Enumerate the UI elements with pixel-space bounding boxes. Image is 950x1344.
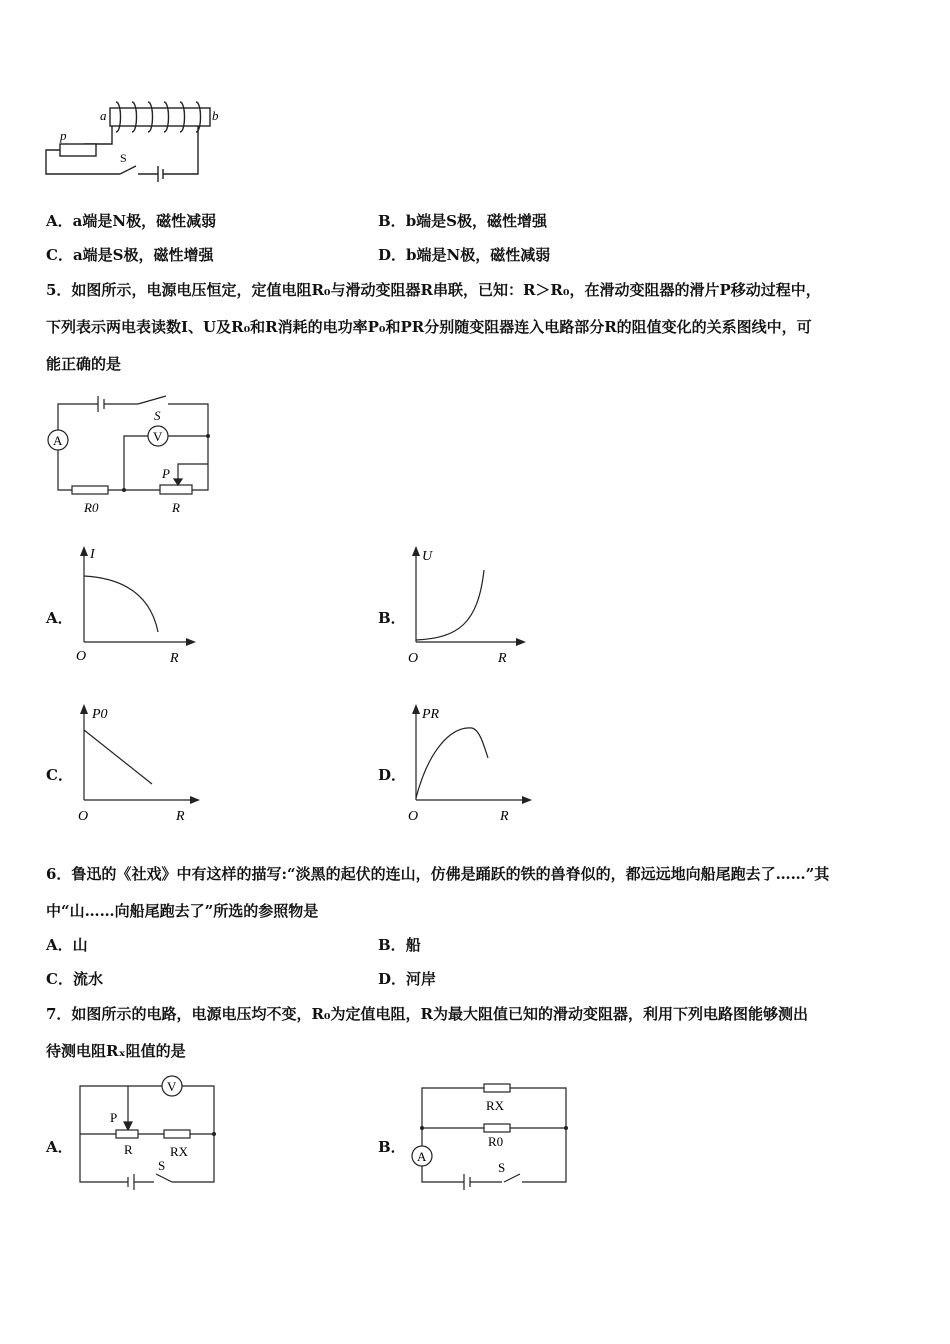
q4-option-d: D．b端是N极，磁性减弱	[378, 246, 551, 264]
q5-graph-b-letter: B．	[378, 609, 406, 627]
q5-graph-c-letter: C．	[46, 766, 73, 784]
q4-solenoid-circuit	[40, 96, 230, 188]
q5-graph-d-y: PR	[422, 707, 440, 722]
q4-label-a: a	[100, 108, 107, 123]
q7-b-switch-label: S	[498, 1160, 506, 1175]
q5-switch-label: S	[154, 408, 161, 423]
q5-graph-b-o: O	[408, 651, 419, 666]
q5-graph-c	[70, 702, 204, 828]
q7-circuit-a-letter: A．	[46, 1138, 73, 1156]
q5-graph-d-x: R	[500, 809, 509, 824]
q5-circuit	[42, 390, 222, 520]
q7-stem-line2: 待测电阻Rₓ阻值的是	[46, 1042, 186, 1060]
q4-option-c: C．a端是S极，磁性增强	[46, 246, 214, 264]
q7-b-rx-label: RX	[486, 1098, 505, 1113]
q7-stem-line1: 7．如图所示的电路，电源电压均不变，R₀为定值电阻，R为最大阻值已知的滑动变阻器，利用下列电路图能够测出	[46, 1005, 808, 1023]
q7-b-r0-label: R0	[488, 1134, 504, 1149]
q5-graph-a-letter: A．	[46, 609, 73, 627]
q4-option-a: A．a端是N极，磁性减弱	[46, 212, 217, 230]
q7-circuit-b	[402, 1074, 578, 1196]
q4-label-p: p	[60, 128, 67, 143]
q5-graph-c-x: R	[176, 809, 185, 824]
q5-graph-d-o: O	[408, 809, 419, 824]
q7-a-switch-label: S	[158, 1158, 166, 1173]
q5-graph-c-y: P0	[92, 707, 108, 722]
q7-a-voltmeter-label: V	[167, 1079, 177, 1094]
q5-voltmeter-label: V	[153, 429, 163, 444]
q6-option-d: D．河岸	[378, 970, 437, 988]
q6-stem-line1: 6．鲁迅的《社戏》中有这样的描写:“淡黑的起伏的连山，仿佛是踊跃的铁的兽脊似的，都远远地向船尾跑去了……”其	[46, 865, 830, 883]
q5-graph-b	[402, 544, 532, 670]
q7-a-slider-label: P	[110, 1110, 118, 1125]
q5-r0-label: R0	[84, 500, 99, 515]
q5-graph-a-o: O	[76, 649, 87, 664]
q5-ammeter-label: A	[53, 433, 63, 448]
q4-option-b: B．b端是S极，磁性增强	[378, 212, 548, 230]
q4-label-s: S	[120, 151, 127, 165]
q5-graph-d-letter: D．	[378, 766, 407, 784]
q6-option-a: A．山	[46, 936, 88, 954]
q6-option-b: B．船	[378, 936, 421, 954]
q7-circuit-a	[72, 1074, 228, 1196]
q5-graph-a-y: I	[90, 547, 95, 562]
q5-graph-c-o: O	[78, 809, 89, 824]
q5-stem-line2: 下列表示两电表读数I、U及R₀和R消耗的电功率P₀和PR分别随变阻器连入电路部分R的阻值变化的关系图线中，可	[46, 318, 812, 336]
q5-graph-a	[70, 544, 200, 670]
q5-stem-line1: 5．如图所示，电源电压恒定，定值电阻R₀与滑动变阻器R串联，已知：R＞R₀，在滑动变阻器的滑片P移动过程中，	[46, 281, 821, 299]
q5-slider-label: P	[162, 466, 170, 481]
q5-graph-b-y: U	[422, 549, 433, 564]
q7-a-rx-label: RX	[170, 1144, 189, 1159]
q6-stem-line2: 中“山……向船尾跑去了”所选的参照物是	[46, 902, 319, 920]
q5-graph-d	[402, 702, 536, 828]
q6-option-c: C．流水	[46, 970, 103, 988]
q7-b-ammeter-label: A	[417, 1149, 427, 1164]
q7-a-r-label: R	[124, 1142, 133, 1157]
q5-stem-line3: 能正确的是	[46, 355, 122, 373]
q5-r-label: R	[172, 500, 180, 515]
q5-graph-b-x: R	[498, 651, 507, 666]
q7-circuit-b-letter: B．	[378, 1138, 406, 1156]
q4-label-b: b	[212, 108, 219, 123]
q5-graph-a-x: R	[170, 651, 179, 666]
